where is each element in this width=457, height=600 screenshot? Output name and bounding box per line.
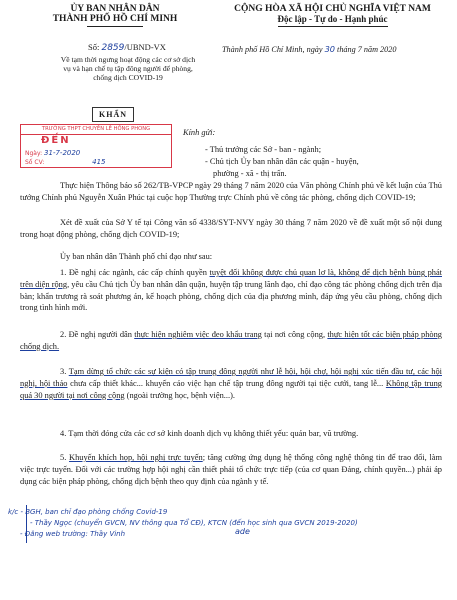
national-header [215, 4, 450, 27]
paragraph-directive-intro: Ủy ban nhân dân Thành phố chỉ đạo như sau: [60, 252, 213, 261]
underlined-text: thực hiện tốt các biện pháp phòng chống dịch. [20, 330, 442, 351]
recipient-item: - Chủ tịch Ủy ban nhân dân các quận - huyện, [205, 157, 359, 166]
handwritten-signature: ade [235, 527, 250, 536]
stamp-date-label: Ngày: [25, 150, 43, 157]
directive-item-4: 4. Tạm thời đóng cửa các cơ sở kinh doanh dịch vụ không thiết yếu: quán bar, vũ trường. [60, 429, 359, 438]
addressee-label: Kính gửi: [183, 128, 216, 137]
issuer-header [20, 4, 210, 27]
text-span: , yêu cầu Chủ tịch Ủy ban nhân dân quận, huyện tập trung lãnh đạo, chỉ đạo công tác phòng chống dịch trên địa bàn; khẩn trương rà soát phương án, kế hoạch phòng, chống dịch của địa phương mình, đáp ứng yêu cầu phòng, chống dịch trong tình hình mới. [20, 279, 442, 313]
underlined-text: Khuyến khích họp, hội nghị trực tuyến [69, 453, 203, 462]
underlined-text: Tạm dừng tổ chức các sự kiện có tập trung đông người như lễ hội, hội chợ, hội nghị xúc tiến đầu tư, các hội nghị, hội thảo [20, 367, 442, 388]
text-span: (ngoài trường học, bệnh viện...). [124, 390, 235, 400]
text-span: 2. Đề nghị người dân [60, 330, 135, 339]
received-stamp [20, 124, 172, 168]
place-date [222, 44, 396, 54]
text-span: chưa cấp thiết khác... khuyến cáo việc hạn chế tập trung đông người tại tiệc cưới, tang lễ... [67, 378, 386, 388]
urgent-box: KHẨN [92, 107, 134, 122]
underlined-text: Không tập trung quá 30 người tại nơi công cộng [20, 378, 442, 400]
text-span: 3. [60, 367, 69, 376]
stamp-cv-value: 415 [92, 158, 106, 166]
handwritten-note-1: k/c - BGH, ban chỉ đạo phòng chống Covid-19 [8, 508, 168, 516]
paragraph-basis-1: Thực hiện Thông báo số 262/TB-VPCP ngày 29 tháng 7 năm 2020 của Văn phòng Chính phủ về kết luận của Thủ tướng Chính phủ Nguyễn Xuân Phúc tại cuộc họp Thường trực Chính phủ về công tác phòng, chống dịch COVID-19; [20, 181, 442, 202]
recipient-list [205, 144, 445, 180]
text-span: tại nơi công cộng, [261, 330, 328, 339]
date-day-handwritten: 30 [324, 44, 335, 54]
text-span: ; tăng cường ứng dụng hệ thống công nghệ thông tin để trao đổi, làm việc trực tuyến. Đối với các trường hợp hội nghị cần thiết phải tổ chức trực tiếp (của cơ quan Đảng, chính quyền...) phải áp dụng các biện pháp phòng, chống dịch bệnh theo quy định của ngành y tế. [20, 453, 443, 486]
stamp-cv-label: Số CV: [25, 159, 45, 166]
national-motto: Độc lập - Tự do - Hạnh phúc [277, 14, 388, 24]
text-span: 1. Đề nghị các ngành, các cấp chính quyền [60, 268, 210, 277]
document-subject: Về tạm thời ngưng hoạt động các cơ sở dịch vụ và hạn chế tụ tập đông người để phòng, chống dịch COVID-19 [60, 55, 196, 82]
directive-item-1 [20, 267, 442, 314]
text-span: 5. [60, 453, 70, 462]
date-suffix: tháng 7 năm 2020 [337, 45, 397, 54]
recipient-item: - Thủ trưởng các Sở - ban - ngành; [205, 145, 322, 154]
issuer-line2: THÀNH PHỐ HỒ CHÍ MINH [52, 14, 178, 24]
handwritten-note-3: - Đăng web trường: Thầy Vinh [20, 530, 126, 538]
issuer-underline [87, 26, 143, 27]
document-number [88, 42, 166, 53]
directive-item-5 [20, 452, 442, 487]
doc-number-suffix: /UBND-VX [124, 42, 166, 52]
doc-number-prefix: Số: [88, 42, 100, 52]
stamp-date-value: 31-7-2020 [44, 149, 81, 157]
national-title: CỘNG HÒA XÃ HỘI CHỦ NGHĨA VIỆT NAM [234, 4, 431, 14]
handwritten-note-2: - Thầy Ngọc (chuyển GVCN, NV thông qua Tổ CĐ), KTCN (đến học sinh qua GVCN 2019-2020) [30, 519, 358, 527]
recipient-item: phường - xã - thị trấn. [213, 169, 287, 178]
directive-item-2 [20, 329, 442, 353]
doc-number-handwritten: 2859 [101, 43, 125, 53]
underlined-text: tuyệt đối không được chủ quan lơ là, không để dịch bệnh bùng phát trên diện rộng [20, 268, 442, 289]
stamp-school-name: TRƯỜNG THPT CHUYÊN LÊ HỒNG PHONG [21, 125, 171, 135]
date-prefix: Thành phố Hồ Chí Minh, ngày [222, 45, 323, 54]
paragraph-basis-2: Xét đề xuất của Sở Y tế tại Công văn số 4338/SYT-NVY ngày 30 tháng 7 năm 2020 về đề xuất một số nội dung trong hoạt động phòng, chống dịch COVID-19; [20, 218, 442, 239]
directive-item-3 [20, 366, 442, 401]
underlined-text: thực hiện nghiêm việc đeo khẩu trang [134, 330, 262, 339]
motto-underline [278, 26, 388, 27]
stamp-cv-line [25, 158, 106, 166]
stamp-date-line [25, 149, 80, 157]
stamp-den: ĐẾN [41, 135, 71, 146]
issuer-line1: ỦY BAN NHÂN DÂN [70, 4, 160, 14]
